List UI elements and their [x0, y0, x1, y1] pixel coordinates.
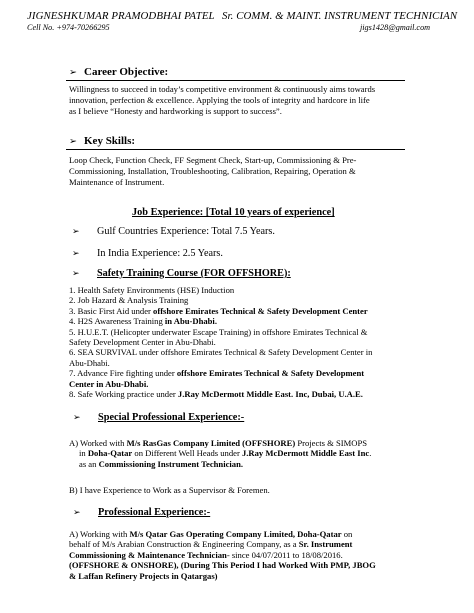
supervisor-experience: B) I have Experience to Work as a Supervisor & Foremen. [69, 485, 270, 495]
list-item: 5. H.U.E.T. (Helicopter underwater Escape Training) in offshore Emirates Technical & [69, 326, 368, 337]
list-item: 3. Basic First Aid under offshore Emirates Technical & Safety Development Center [69, 305, 368, 316]
professional-experience-text: A) Working with M/s Qatar Gas Operating Company Limited, Doha-Qatar on behalf of M/s Arabian Construction & Engineering Company, as a Sr. Instrument Commissioning & Maintenance Technician- since 04/07/2011 to 18/08/2016. (OFFSHORE & ONSHORE), (During This Period I had Worked With PMP, JBOG & Laffan Refinery Projects in Qatargas) [69, 529, 376, 581]
career-objective-text: Willingness to succeed in today’s competitive environment & continuously aims towards innovation, perfection & excellence. Applying the tools of integrity and hardcore in life as I believe “Honesty and hardworking is support to success”. [69, 84, 376, 116]
special-experience-text: A) Worked with M/s RasGas Company Limited (OFFSHORE) Projects & SIMOPS in Doha-Qatar on Different Well Heads under J.Ray McDermott Middle East Inc. as an Commissioning Instrument Technician. [69, 438, 372, 469]
arrow-right-icon: ➢ [73, 413, 81, 423]
cell-number: Cell No. +974-70266295 [27, 23, 110, 32]
india-experience: ➢ In India Experience: 2.5 Years. [72, 248, 223, 259]
arrow-right-icon: ➢ [73, 508, 81, 518]
email-address: jigs1428@gmail.com [360, 23, 431, 32]
arrow-right-icon: ➢ [72, 227, 80, 237]
arrow-right-icon: ➢ [72, 269, 80, 279]
key-skills-heading: ➢ Key Skills: [69, 135, 136, 147]
gulf-experience: ➢ Gulf Countries Experience: Total 7.5 Years. [72, 226, 275, 237]
list-item: 1. Health Safety Environments (HSE) Induction [69, 285, 235, 295]
list-item: 8. Safe Working practice under J.Ray McDermott Middle East. Inc, Dubai, U.A.E. [69, 389, 363, 400]
arrow-right-icon: ➢ [72, 249, 80, 259]
list-item: 4. H2S Awareness Training in Abu-Dhabi. [69, 316, 217, 327]
career-objective-heading: ➢ Career Objective: [69, 66, 169, 78]
professional-experience-heading: ➢ Professional Experience:- [73, 507, 211, 518]
divider [66, 80, 405, 81]
divider [66, 149, 405, 150]
list-item: Center in Abu-Dhabi. [69, 378, 149, 389]
job-title: Sr. COMM. & MAINT. INSTRUMENT TECHNICIAN [222, 10, 458, 22]
list-item: 6. SEA SURVIVAL under offshore Emirates Technical & Safety Development Center in [69, 347, 373, 358]
arrow-right-icon: ➢ [69, 67, 77, 78]
training-list [69, 285, 372, 399]
safety-training-heading: ➢ Safety Training Course (FOR OFFSHORE): [72, 268, 291, 279]
list-item: 2. Job Hazard & Analysis Training [69, 295, 189, 306]
job-experience-title: Job Experience: [Total 10 years of experience] [132, 207, 335, 218]
list-item: Safety Development Center in Abu-Dhabi. [69, 337, 216, 348]
applicant-name: JIGNESHKUMAR PRAMODBHAI PATEL [27, 10, 215, 22]
special-experience-heading: ➢ Special Professional Experience:- [73, 412, 245, 423]
key-skills-text: Loop Check, Function Check, FF Segment Check, Start-up, Commissioning & Pre- Commissioning, Installation, Troubleshooting, Calibration, Repairing, Operation & Maintenance of Instrument. [69, 155, 357, 187]
list-item: 7. Advance Fire fighting under offshore Emirates Technical & Safety Development [69, 368, 365, 379]
arrow-right-icon: ➢ [69, 136, 77, 147]
list-item: Abu-Dhabi. [69, 357, 110, 368]
